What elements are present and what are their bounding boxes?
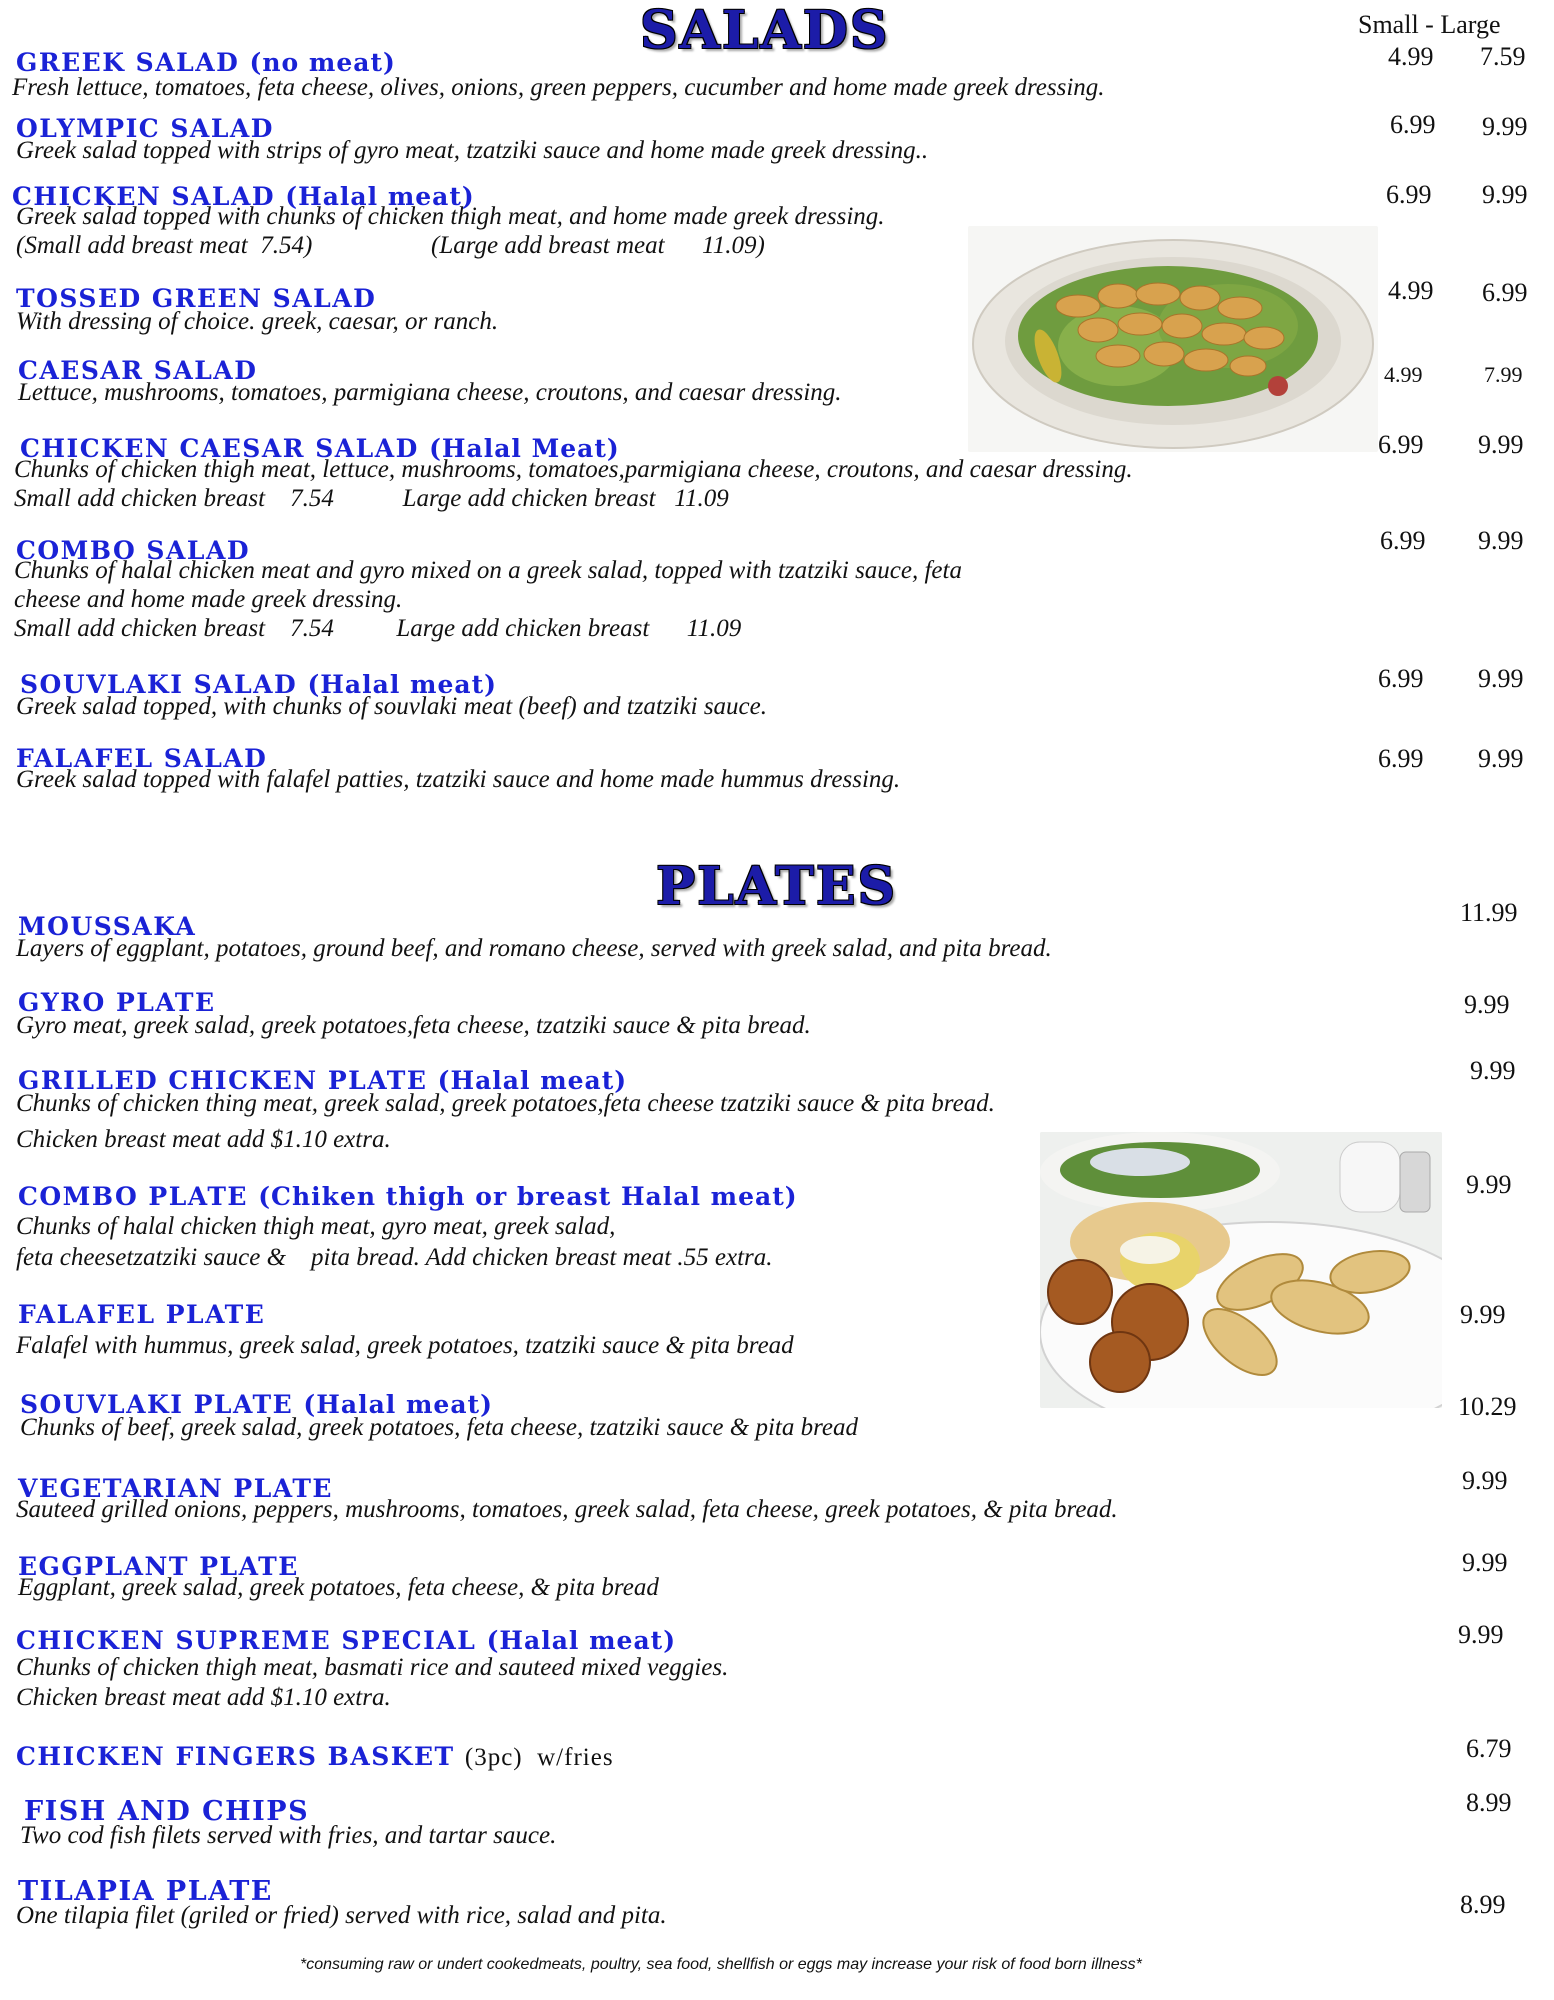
menu-item-desc: Chunks of chicken thing meat, greek salad, greek potatoes,feta cheese tzatziki sauce & pita bread. bbox=[16, 1090, 995, 1117]
chicken-salad-photo bbox=[968, 226, 1378, 452]
price-small: 6.99 bbox=[1390, 110, 1436, 139]
menu-item-vegetarian-plate: VEGETARIAN PLATE bbox=[18, 1474, 333, 1503]
price-small: 6.99 bbox=[1378, 744, 1424, 773]
price-large: 9.99 bbox=[1478, 526, 1524, 555]
menu-item-desc-extra: Small add chicken breast 7.54 Large add chicken breast 11.09 bbox=[14, 615, 742, 642]
size-header: Small - Large bbox=[1358, 10, 1501, 39]
menu-item-chicken-salad: CHICKEN SALAD (Halal meat) bbox=[12, 182, 475, 211]
menu-item-tossed-green-salad: TOSSED GREEN SALAD bbox=[16, 284, 377, 313]
price: 9.99 bbox=[1466, 1170, 1512, 1199]
menu-item-desc: Greek salad topped, with chunks of souvlaki meat (beef) and tzatziki sauce. bbox=[16, 693, 768, 720]
price: 9.99 bbox=[1470, 1056, 1516, 1085]
price-large: 9.99 bbox=[1482, 112, 1528, 141]
menu-item-desc: Chunks of beef, greek salad, greek potatoes, feta cheese, tzatziki sauce & pita bread bbox=[20, 1414, 859, 1441]
menu-item-desc: Chunks of chicken thigh meat, lettuce, mushrooms, tomatoes,parmigiana cheese, croutons, and caesar dressing. bbox=[14, 456, 1133, 483]
menu-item-desc: Gyro meat, greek salad, greek potatoes,feta cheese, tzatziki sauce & pita bread. bbox=[16, 1012, 811, 1039]
plates-title: PLATES bbox=[656, 856, 898, 917]
menu-item-olympic-salad: OLYMPIC SALAD bbox=[16, 114, 274, 143]
menu-item-desc: Eggplant, greek salad, greek potatoes, feta cheese, & pita bread bbox=[18, 1574, 659, 1601]
price-small: 4.99 bbox=[1384, 362, 1423, 387]
food-safety-footnote: *consuming raw or undert cookedmeats, poultry, sea food, shellfish or eggs may increase your risk of food born illness* bbox=[300, 1956, 1142, 1973]
menu-item-desc-extra: Small add chicken breast 7.54 Large add chicken breast 11.09 bbox=[14, 485, 729, 512]
menu-item-caesar-salad: CAESAR SALAD bbox=[18, 356, 258, 385]
menu-item-desc: Layers of eggplant, potatoes, ground beef, and romano cheese, served with greek salad, and pita bread. bbox=[16, 935, 1052, 962]
price: 9.99 bbox=[1460, 1300, 1506, 1329]
menu-item-desc: Chunks of halal chicken meat and gyro mixed on a greek salad, topped with tzatziki sauce, feta bbox=[14, 557, 962, 584]
price: 11.99 bbox=[1460, 898, 1518, 927]
menu-item-falafel-salad: FALAFEL SALAD bbox=[16, 744, 268, 773]
menu-item-desc: Two cod fish filets served with fries, and tartar sauce. bbox=[20, 1822, 557, 1849]
price: 9.99 bbox=[1462, 1466, 1508, 1495]
menu-item-desc-extra: feta cheesetzatziki sauce & pita bread. Add chicken breast meat .55 extra. bbox=[16, 1244, 773, 1271]
menu-item-greek-salad: GREEK SALAD (no meat) bbox=[16, 48, 396, 77]
price-large: 9.99 bbox=[1478, 664, 1524, 693]
price: 9.99 bbox=[1458, 1620, 1504, 1649]
price-large: 6.99 bbox=[1482, 278, 1528, 307]
menu-item-fish-and-chips: FISH AND CHIPS bbox=[24, 1796, 310, 1827]
menu-item-desc-extra: Chicken breast meat add $1.10 extra. bbox=[16, 1126, 391, 1153]
menu-item-chicken-fingers-basket: CHICKEN FINGERS BASKET (3pc) w/fries bbox=[16, 1742, 614, 1771]
menu-item-desc: With dressing of choice. greek, caesar, or ranch. bbox=[16, 308, 499, 335]
price: 10.29 bbox=[1458, 1392, 1517, 1421]
menu-item-chicken-supreme-special: CHICKEN SUPREME SPECIAL (Halal meat) bbox=[16, 1626, 677, 1655]
menu-item-grilled-chicken-plate: GRILLED CHICKEN PLATE (Halal meat) bbox=[18, 1066, 628, 1095]
menu-item-chicken-caesar-salad: CHICKEN CAESAR SALAD (Halal Meat) bbox=[20, 434, 620, 463]
price-small: 6.99 bbox=[1386, 180, 1432, 209]
menu-item-desc: Chunks of chicken thigh meat, basmati rice and sauteed mixed veggies. bbox=[16, 1654, 729, 1681]
menu-item-desc: Greek salad topped with falafel patties, tzatziki sauce and home made hummus dressing. bbox=[16, 766, 901, 793]
price-large: 7.99 bbox=[1484, 362, 1523, 387]
menu-item-desc: One tilapia filet (griled or fried) served with rice, salad and pita. bbox=[16, 1902, 667, 1929]
falafel-plate-photo bbox=[1040, 1132, 1442, 1408]
menu-item-desc-extra: (Small add breast meat 7.54) (Large add breast meat 11.09) bbox=[16, 232, 765, 259]
price-large: 9.99 bbox=[1478, 430, 1524, 459]
menu-item-desc-extra: cheese and home made greek dressing. bbox=[14, 586, 403, 613]
menu-item-moussaka: MOUSSAKA bbox=[18, 912, 197, 941]
price: 6.79 bbox=[1466, 1734, 1512, 1763]
price: 8.99 bbox=[1460, 1890, 1506, 1919]
menu-item-souvlaki-plate: SOUVLAKI PLATE (Halal meat) bbox=[20, 1390, 493, 1419]
menu-item-desc: Fresh lettuce, tomatoes, feta cheese, olives, onions, green peppers, cucumber and home made greek dressing. bbox=[12, 74, 1105, 101]
menu-item-souvlaki-salad: SOUVLAKI SALAD (Halal meat) bbox=[20, 670, 497, 699]
price-small: 4.99 bbox=[1388, 276, 1434, 305]
menu-item-tilapia-plate: TILAPIA PLATE bbox=[18, 1876, 273, 1907]
menu-item-desc: Greek salad topped with chunks of chicken thigh meat, and home made greek dressing. bbox=[16, 203, 885, 230]
menu-item-desc-extra: Chicken breast meat add $1.10 extra. bbox=[16, 1684, 391, 1711]
menu-item-desc: Greek salad topped with strips of gyro meat, tzatziki sauce and home made greek dressing.. bbox=[16, 137, 929, 164]
price-large: 9.99 bbox=[1478, 744, 1524, 773]
menu-item-desc: Chunks of halal chicken thigh meat, gyro meat, greek salad, bbox=[16, 1213, 616, 1240]
price-small: 4.99 bbox=[1388, 42, 1434, 71]
salads-title: SALADS bbox=[640, 0, 890, 61]
price: 9.99 bbox=[1464, 990, 1510, 1019]
menu-item-desc: Sauteed grilled onions, peppers, mushrooms, tomatoes, greek salad, feta cheese, greek potatoes, & pita bread. bbox=[16, 1496, 1118, 1523]
menu-item-desc: Lettuce, mushrooms, tomatoes, parmigiana cheese, croutons, and caesar dressing. bbox=[18, 379, 842, 406]
menu-item-combo-plate: COMBO PLATE (Chiken thigh or breast Halal meat) bbox=[18, 1182, 798, 1211]
price-small: 6.99 bbox=[1378, 430, 1424, 459]
price-large: 9.99 bbox=[1482, 180, 1528, 209]
price: 9.99 bbox=[1462, 1548, 1508, 1577]
menu-item-gyro-plate: GYRO PLATE bbox=[18, 988, 216, 1017]
price-small: 6.99 bbox=[1378, 664, 1424, 693]
price-small: 6.99 bbox=[1380, 526, 1426, 555]
menu-item-falafel-plate: FALAFEL PLATE bbox=[18, 1300, 266, 1329]
price: 8.99 bbox=[1466, 1788, 1512, 1817]
menu-item-eggplant-plate: EGGPLANT PLATE bbox=[18, 1552, 299, 1581]
price-large: 7.59 bbox=[1480, 42, 1526, 71]
menu-item-combo-salad: COMBO SALAD bbox=[16, 536, 251, 565]
menu-item-desc: Falafel with hummus, greek salad, greek potatoes, tzatziki sauce & pita bread bbox=[16, 1332, 794, 1359]
